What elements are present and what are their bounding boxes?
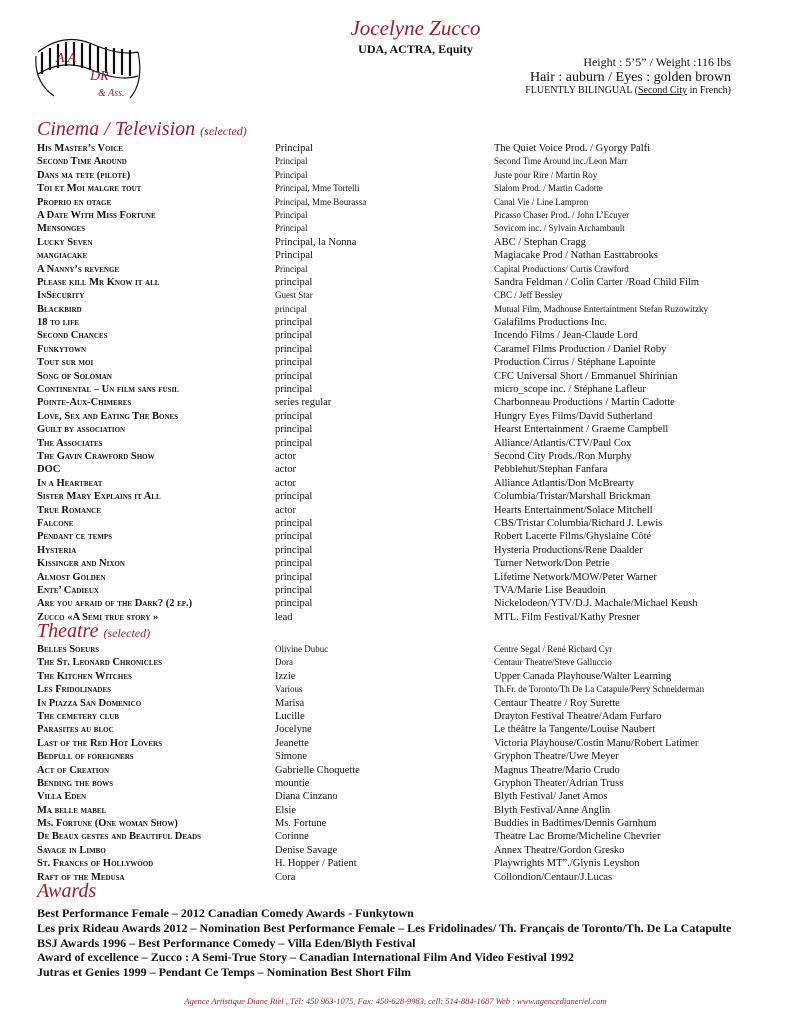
- credit-row: [37, 830, 757, 843]
- section-title: Cinema / Television: [37, 118, 196, 140]
- credit-production: Victoria Playhouse/Costin Manu/Robert Latimer: [494, 737, 699, 749]
- credit-row: [37, 517, 757, 530]
- credit-production: Gryphon Theatre/Uwe Meyer: [494, 751, 619, 763]
- credit-row: [37, 289, 757, 302]
- credit-row: [37, 530, 757, 543]
- credit-production: Columbia/Tristar/Marshall Brickman: [494, 491, 651, 503]
- theatre-credits: [37, 643, 757, 884]
- agency-footer: Agence Artistique Diane Riel , Tél: 450 963-1075, Fax: 450-628-9983, cell: 514-884-1687 Web : www.agencedianeriel.com: [184, 996, 607, 1006]
- award-item: Les prix Rideau Awards 2012 – Nomination Best Performance Female – Les Fridolinades/ Th. Français de Toronto/Th. De La Catapulte: [37, 920, 732, 935]
- credit-production: CFC Universal Short / Emmanuel Shirinian: [494, 370, 678, 382]
- credit-production: Centaur Theatre / Roy Surette: [494, 697, 620, 709]
- credit-role: Gabrielle Choquette: [275, 764, 360, 776]
- credit-row: [37, 236, 757, 249]
- credit-row: [37, 597, 757, 610]
- theatre-heading: [37, 620, 150, 643]
- credit-title: Kissinger and Nixon: [37, 558, 125, 570]
- credit-row: [37, 196, 757, 209]
- credit-production: Buddies in Badtimes/Dennis Garnhum: [494, 818, 657, 830]
- credit-production: Pebblehut/Stephan Fanfara: [494, 464, 608, 476]
- credit-row: [37, 410, 757, 423]
- credit-production: Capital Productions/ Curtis Crawford: [494, 263, 629, 274]
- actor-name: Jocelyne Zucco: [350, 16, 481, 40]
- credit-role: principal: [275, 317, 313, 329]
- credit-role: principal: [275, 330, 313, 342]
- credit-title: Guilt by association: [37, 424, 126, 436]
- credit-role: Olivine Dubuc: [275, 644, 329, 654]
- credit-production: Centre Segal / René Richard Cyr: [494, 644, 613, 654]
- section-selected: (selected): [200, 124, 247, 138]
- credit-title: St. Frances of Hollywood: [37, 858, 154, 870]
- credit-title: Pointe-Aux-Chimeres: [37, 397, 132, 409]
- credit-row: [37, 584, 757, 597]
- credit-row: [37, 209, 757, 222]
- credit-production: Le théâtre la Tangente/Louise Naubert: [494, 724, 656, 736]
- credit-role: principal: [275, 544, 313, 556]
- credit-title: Ente’ Cadieux: [37, 584, 99, 596]
- credit-row: [37, 656, 757, 669]
- credit-production: Magnus Theatre/Mario Crudo: [494, 764, 620, 776]
- credit-row: [37, 557, 757, 570]
- credit-title: Bedfull of foreigners: [37, 751, 134, 763]
- credit-row: [37, 182, 757, 195]
- credit-row: [37, 477, 757, 490]
- credit-title: Mensonges: [37, 223, 86, 235]
- credit-production: Second City Prods./Ron Murphy: [494, 450, 632, 462]
- credit-production: Collondion/Centaur/J.Lucas: [494, 871, 613, 883]
- credit-role: Jeanette: [275, 737, 309, 749]
- credit-production: Drayton Festival Theatre/Adam Furfaro: [494, 710, 662, 722]
- credit-role: principal: [275, 558, 313, 570]
- credit-production: Playwrights MT”./Glynis Leyshon: [494, 858, 640, 870]
- credit-title: His Master’s Voice: [37, 143, 123, 154]
- credit-role: H. Hopper / Patient: [275, 858, 357, 870]
- credit-role: Principal, Mme Bourassa: [275, 196, 367, 207]
- language-text: in French): [687, 85, 731, 96]
- credit-role: Dora: [275, 657, 293, 668]
- credit-production: CBS/Tristar Columbia/Richard J. Lewis: [494, 517, 663, 529]
- unions: UDA, ACTRA, Equity: [358, 42, 473, 56]
- credit-role: mountie: [275, 777, 310, 789]
- credit-role: Izzie: [275, 670, 296, 682]
- section-selected: (selected): [103, 626, 151, 640]
- credit-title: Song of Soloman: [37, 370, 112, 382]
- credit-title: Second Time Around: [37, 156, 127, 168]
- credit-title: mangiacake: [37, 250, 88, 262]
- credit-row: [37, 222, 757, 235]
- credit-role: Principal: [275, 263, 308, 274]
- credit-production: Annex Theatre/Gordon Gresko: [494, 844, 625, 856]
- credit-production: MTL. Film Festival/Kathy Presner: [494, 611, 640, 623]
- credit-production: Th.Fr. de Toronto/Th De La Catapule/Perry Schneiderman: [494, 684, 705, 695]
- second-city-text: Second City: [637, 85, 688, 96]
- credit-title: Zucco «A Semi true story »: [37, 611, 159, 623]
- credit-row: [37, 710, 757, 723]
- credit-row: [37, 871, 757, 884]
- credit-row: [37, 396, 757, 409]
- credit-role: principal: [275, 424, 313, 436]
- credit-role: Principal, la Nonna: [275, 236, 357, 248]
- credit-production: Magiacake Prod / Nathan Easttabrooks: [494, 250, 658, 262]
- credit-role: Principal: [275, 250, 313, 262]
- credit-production: Sandra Feldman / Colin Carter /Road Child Film: [494, 276, 700, 288]
- credit-title: Second Chances: [37, 330, 108, 342]
- credit-title: A Nanny’s revenge: [37, 263, 120, 275]
- credit-role: principal: [275, 531, 313, 543]
- credit-title: Parasites au bloc: [37, 724, 114, 736]
- credit-role: Diana Cinzano: [275, 791, 338, 803]
- credit-title: In a Heartbeat: [37, 477, 103, 489]
- credit-row: [37, 169, 757, 182]
- credit-production: Centaur Theatre/Steve Galluccio: [494, 657, 612, 668]
- credit-row: [37, 544, 757, 557]
- credit-role: principal: [275, 384, 313, 396]
- credit-production: Blyth Festival/Anne Anglin: [494, 804, 611, 816]
- credit-title: Love, Sex and Eating The Bones: [37, 410, 179, 422]
- credit-role: principal: [275, 370, 313, 382]
- credit-row: [37, 750, 757, 763]
- credit-role: principal: [275, 343, 313, 355]
- credit-production: Canal Vie / Line Lampron: [494, 196, 589, 207]
- credit-role: Principal: [275, 209, 308, 220]
- credit-production: The Quiet Voice Prod. / Gyorgy Palfi: [494, 143, 651, 154]
- credit-production: Lifetime Network/MOW/Peter Warner: [494, 571, 657, 583]
- credit-role: actor: [275, 477, 296, 489]
- credit-title: Almost Golden: [37, 571, 106, 583]
- credit-row: [37, 857, 757, 870]
- credit-row: [37, 844, 757, 857]
- credit-production: Galafilms Productions Inc.: [494, 317, 607, 329]
- credit-title: Proprio en otage: [37, 196, 112, 208]
- credit-production: Hysteria Productions/Rene Daalder: [494, 544, 643, 556]
- credit-production: Turner Network/Don Petrie: [494, 558, 610, 570]
- credit-title: 18 to life: [37, 317, 80, 329]
- credit-row: [37, 450, 757, 463]
- credit-title: The cemetery club: [37, 710, 120, 722]
- language-text: FLUENTLY BILINGUAL (: [525, 85, 638, 96]
- credit-production: Mutual Film, Madhouse Entertaintment Stefan Ruzowitzky: [494, 303, 708, 314]
- credit-row: [37, 249, 757, 262]
- credit-production: Hearst Entertainment / Graeme Campbell: [494, 424, 669, 436]
- hair-eyes: Hair : auburn / Eyes : golden brown: [529, 70, 731, 85]
- credit-row: [37, 764, 757, 777]
- credit-role: Cora: [275, 871, 296, 883]
- credit-row: [37, 683, 757, 696]
- credit-title: The Kitchen Witches: [37, 670, 132, 682]
- credit-role: Lucille: [275, 710, 305, 722]
- credit-row: [37, 303, 757, 316]
- credit-row: [37, 423, 757, 436]
- credit-row: [37, 155, 757, 168]
- logo-text: DR: [90, 69, 109, 84]
- credit-production: Robert Lacerte Films/Ghyslaine Côté: [494, 531, 652, 543]
- section-title: Awards: [37, 880, 97, 902]
- credit-title: The St. Leonard Chronicles: [37, 657, 163, 669]
- credit-row: [37, 142, 757, 155]
- credit-production: Hearts Entertainment/Solace Mitchell: [494, 504, 653, 516]
- credit-title: Villa Eden: [37, 791, 87, 803]
- cinema-credits: [37, 142, 757, 624]
- award-item: Award of excellence – Zucco : A Semi-True Story – Canadian International Film And Video Festival 1992: [37, 950, 574, 965]
- credit-production: CBC / Jeff Bessley: [494, 290, 563, 301]
- credit-production: TVA/Marie Lise Beaudoin: [494, 584, 606, 596]
- height-weight: Height : 5’5” / Weight :116 lbs: [583, 55, 731, 69]
- credit-role: Principal: [275, 169, 308, 180]
- credit-title: Dans ma tete (pilote): [37, 169, 131, 181]
- credit-role: series regular: [275, 397, 332, 409]
- credit-role: principal: [275, 517, 313, 529]
- logo-text: A A: [56, 51, 77, 66]
- credit-role: actor: [275, 464, 296, 476]
- credit-production: Alliance/Atlantis/CTV/Paul Cox: [494, 437, 632, 449]
- credit-title: Please kill Mr Know it all: [37, 276, 160, 288]
- credit-title: Savage in Limbo: [37, 844, 106, 856]
- credit-production: Gryphon Theater/Adrian Truss: [494, 777, 624, 789]
- cinema-heading: [37, 118, 247, 141]
- credit-row: [37, 643, 757, 656]
- credit-title: Tout sur moi: [37, 357, 94, 369]
- credit-title: Lucky Seven: [37, 236, 93, 248]
- credit-title: Act of Creation: [37, 764, 110, 776]
- credit-row: [37, 790, 757, 803]
- credit-row: [37, 356, 757, 369]
- credit-role: principal: [275, 491, 313, 503]
- credit-row: [37, 343, 757, 356]
- credit-production: Upper Canada Playhouse/Walter Learning: [494, 670, 672, 682]
- credit-row: [37, 490, 757, 503]
- credit-role: Elsie: [275, 804, 296, 816]
- credit-role: principal: [275, 410, 313, 422]
- credit-title: Hysteria: [37, 544, 77, 556]
- credit-production: Second Time Around inc./Leon Marr: [494, 156, 628, 167]
- credit-role: Marisa: [275, 697, 305, 709]
- credit-title: True Romance: [37, 504, 101, 516]
- credit-title: Continental – Un film sans fusil: [37, 384, 179, 396]
- credit-title: Falcone: [37, 517, 74, 529]
- credit-production: Slalom Prod. / Martin Cadotte: [494, 183, 603, 194]
- credit-production: ABC / Stephan Cragg: [494, 236, 586, 248]
- award-item: BSJ Awards 1996 – Best Performance Comedy – Villa Eden/Blyth Festival: [37, 935, 416, 950]
- credit-title: A Date With Miss Fortune: [37, 209, 156, 221]
- award-item: Best Performance Female – 2012 Canadian Comedy Awards - Funkytown: [37, 906, 414, 920]
- credit-role: principal: [275, 598, 313, 610]
- credit-role: Guest Star: [275, 290, 313, 301]
- credit-row: [37, 437, 757, 450]
- credit-production: Hungry Eyes Films/David Sutherland: [494, 410, 653, 422]
- credit-title: Funkytown: [37, 343, 87, 355]
- credit-title: De Beaux gestes and Beautiful Deads: [37, 831, 202, 843]
- credit-title: InSecurity: [37, 290, 85, 302]
- credit-production: Picasso Chaser Prod. / John L’Ecuyer: [494, 209, 630, 220]
- credit-title: Toi et Moi malgre tout: [37, 183, 142, 195]
- credit-role: lead: [275, 611, 293, 623]
- credit-role: Ms. Fortune: [275, 818, 327, 830]
- awards-list: [37, 906, 757, 980]
- credit-title: The Gavin Crawford Show: [37, 450, 155, 462]
- credit-role: principal: [275, 571, 313, 583]
- credit-title: The Associates: [37, 437, 103, 449]
- credit-production: Nickelodeon/YTV/D.J. Machale/Michael Keush: [494, 598, 698, 610]
- credit-row: [37, 697, 757, 710]
- credit-production: Juste pour Rire / Martin Roy: [494, 169, 598, 180]
- credit-row: [37, 383, 757, 396]
- credit-role: principal: [275, 303, 307, 314]
- credit-production: Alliance Atlantis/Don McBrearty: [494, 477, 634, 489]
- credit-row: [37, 777, 757, 790]
- credit-production: Incendo Films / Jean-Claude Lord: [494, 330, 638, 342]
- credit-production: Theatre Lac Brome/Micheline Chevrier: [494, 831, 661, 843]
- credit-role: actor: [275, 504, 296, 516]
- award-item: Jutras et Genies 1999 – Pendant Ce Temps – Nomination Best Short Film: [37, 965, 412, 980]
- credit-row: [37, 737, 757, 750]
- credit-title: Les Fridolinades: [37, 684, 112, 696]
- credit-title: In Piazza San Domenico: [37, 697, 142, 709]
- logo-text: & Ass.: [98, 88, 125, 99]
- credit-production: Blyth Festival/ Janet Amos: [494, 791, 608, 803]
- credit-role: principal: [275, 357, 313, 369]
- credit-production: Sovicom inc. / Sylvain Archambault: [494, 223, 625, 234]
- credit-row: [37, 723, 757, 736]
- credit-role: Principal: [275, 223, 308, 234]
- credit-row: [37, 804, 757, 817]
- credit-title: Pendant ce temps: [37, 531, 113, 543]
- credit-title: DOC: [37, 464, 61, 476]
- credit-row: [37, 329, 757, 342]
- credit-row: [37, 276, 757, 289]
- credit-title: Bending the bows: [37, 777, 114, 789]
- language-note: [525, 85, 731, 96]
- credit-row: [37, 463, 757, 476]
- credit-role: Jocelyne: [275, 724, 312, 736]
- credit-role: principal: [275, 437, 313, 449]
- credit-row: [37, 316, 757, 329]
- credit-role: Corinne: [275, 831, 309, 843]
- credit-row: [37, 263, 757, 276]
- credit-role: Simone: [275, 751, 308, 763]
- credit-role: actor: [275, 450, 296, 462]
- credit-title: Belles Soeurs: [37, 644, 100, 655]
- credit-row: [37, 504, 757, 517]
- credit-role: principal: [275, 584, 313, 596]
- credit-title: Are you afraid of the Dark? (2 ep.): [37, 598, 193, 610]
- credit-title: Blackbird: [37, 303, 82, 315]
- credit-role: Various: [275, 684, 303, 695]
- credit-title: Last of the Red Hot Lovers: [37, 737, 162, 749]
- credit-row: [37, 817, 757, 830]
- credit-role: Principal, Mme Tortelli: [275, 183, 360, 194]
- credit-role: Denise Savage: [275, 844, 338, 856]
- credit-production: Caramel Films Production / Daniel Roby: [494, 343, 667, 355]
- credit-row: [37, 370, 757, 383]
- credit-production: micro_scope inc. / Stéphane Lafleur: [494, 384, 646, 396]
- credit-title: Sister Mary Explains it All: [37, 491, 161, 503]
- credit-role: principal: [275, 276, 313, 288]
- credit-role: Principal: [275, 143, 313, 154]
- credit-production: Charbonneau Productions / Martin Cadotte: [494, 397, 675, 409]
- credit-role: Principal: [275, 156, 308, 167]
- credit-row: [37, 571, 757, 584]
- credit-production: Production Cirrus / Stéphane Lapointe: [494, 357, 656, 369]
- credit-title: Raft of the Medusa: [37, 871, 125, 883]
- credit-row: [37, 670, 757, 683]
- credit-title: Ms. Fortune (One woman Show): [37, 818, 178, 830]
- awards-heading: [37, 880, 96, 903]
- credit-title: Ma belle mabel: [37, 804, 107, 816]
- section-title: Theatre: [37, 620, 99, 642]
